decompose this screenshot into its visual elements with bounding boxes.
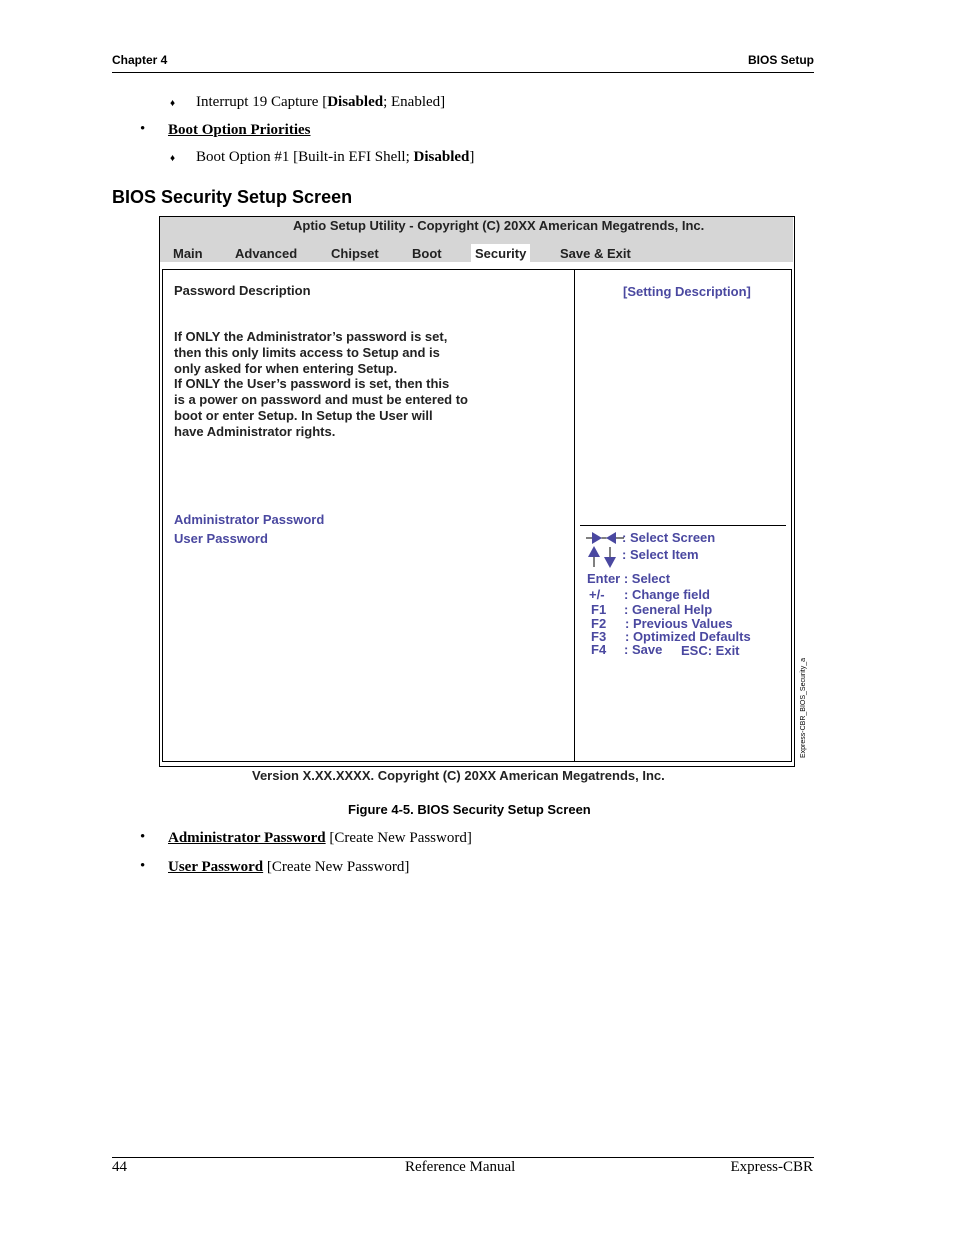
hint-select-item: : Select Item [622,547,699,562]
tab-boot[interactable]: Boot [412,246,442,261]
menu-item-administrator-password[interactable]: Administrator Password [174,512,325,527]
section-label: BIOS Setup [747,53,814,67]
diamond-bullet-icon: ♦ [170,153,176,164]
description-line: then this only limits access to Setup and is [174,344,440,360]
description-line: boot or enter Setup. In Setup the User will [174,407,433,423]
hint-enter: Enter : Select [587,571,671,586]
footer-product: Express-CBR [730,1159,813,1175]
chapter-label: Chapter 4 [112,53,168,67]
tab-security[interactable]: Security [471,244,530,263]
description-line: If ONLY the Administrator’s password is set, [174,329,448,344]
hint-f1-key: F1 [591,602,607,617]
administrator-password-link[interactable]: Administrator Password [168,830,326,846]
hint-f4-key: F4 [591,642,607,657]
description-line: have Administrator rights. [174,423,336,439]
help-separator [580,525,786,526]
description-line: only asked for when entering Setup. [174,360,398,376]
hint-esc: ESC: Exit [681,643,740,658]
tab-chipset[interactable]: Chipset [331,246,379,261]
user-password-link[interactable]: User Password [168,859,264,875]
section-heading: BIOS Security Setup Screen [112,187,353,207]
interrupt-item: Interrupt 19 Capture [Disabled; Enabled] [196,94,446,110]
figure-caption: Figure 4-5. BIOS Security Setup Screen [348,802,591,817]
hint-f2-key: F2 [591,616,607,631]
page-number: 44 [112,1159,127,1175]
hint-plusminus-key: +/- [589,587,605,602]
bullet-icon: • [140,829,146,845]
footer-rule [112,1157,814,1158]
hint-f4-text: : Save [624,642,663,657]
footer-title: Reference Manual [405,1159,516,1175]
user-password-item: User Password [Create New Password] [168,859,410,875]
bios-title: Aptio Setup Utility - Copyright (C) 20XX American Megatrends, Inc. [293,218,705,233]
hint-f2-text: : Previous Values [625,616,733,631]
administrator-password-item: Administrator Password [Create New Password] [168,830,472,846]
bullet-icon: • [140,121,146,137]
boot-priorities-link[interactable]: Boot Option Priorities [168,122,311,138]
bios-version: Version X.XX.XXXX. Copyright (C) 20XX American Megatrends, Inc. [252,768,665,783]
hint-f3-text: : Optimized Defaults [625,629,751,644]
tab-main[interactable]: Main [173,246,203,261]
hint-f3-key: F3 [591,629,607,644]
hint-select-screen: : Select Screen [622,530,716,545]
figure-side-label: Express-CBR_BIOS_Security_a [800,658,807,758]
up-down-arrows-icon [586,545,620,569]
header-rule [112,72,814,73]
bullet-icon: • [140,858,146,874]
hint-plusminus-text: : Change field [624,587,710,602]
tab-save-exit[interactable]: Save & Exit [560,246,631,261]
setting-description: [Setting Description] [623,284,751,299]
password-description-title: Password Description [174,283,311,298]
description-block [174,329,468,440]
menu-item-user-password[interactable]: User Password [174,531,268,546]
description-line: is a power on password and must be entered to [174,392,468,408]
description-line: If ONLY the User’s password is set, then this [174,376,450,392]
tab-advanced[interactable]: Advanced [235,246,298,261]
boot-option-item: Boot Option #1 [Built-in EFI Shell; Disabled] [196,149,475,165]
panel-divider [574,270,575,761]
hint-f1-text: : General Help [624,602,713,617]
diamond-bullet-icon: ♦ [170,98,176,109]
left-right-arrows-icon [586,531,626,545]
